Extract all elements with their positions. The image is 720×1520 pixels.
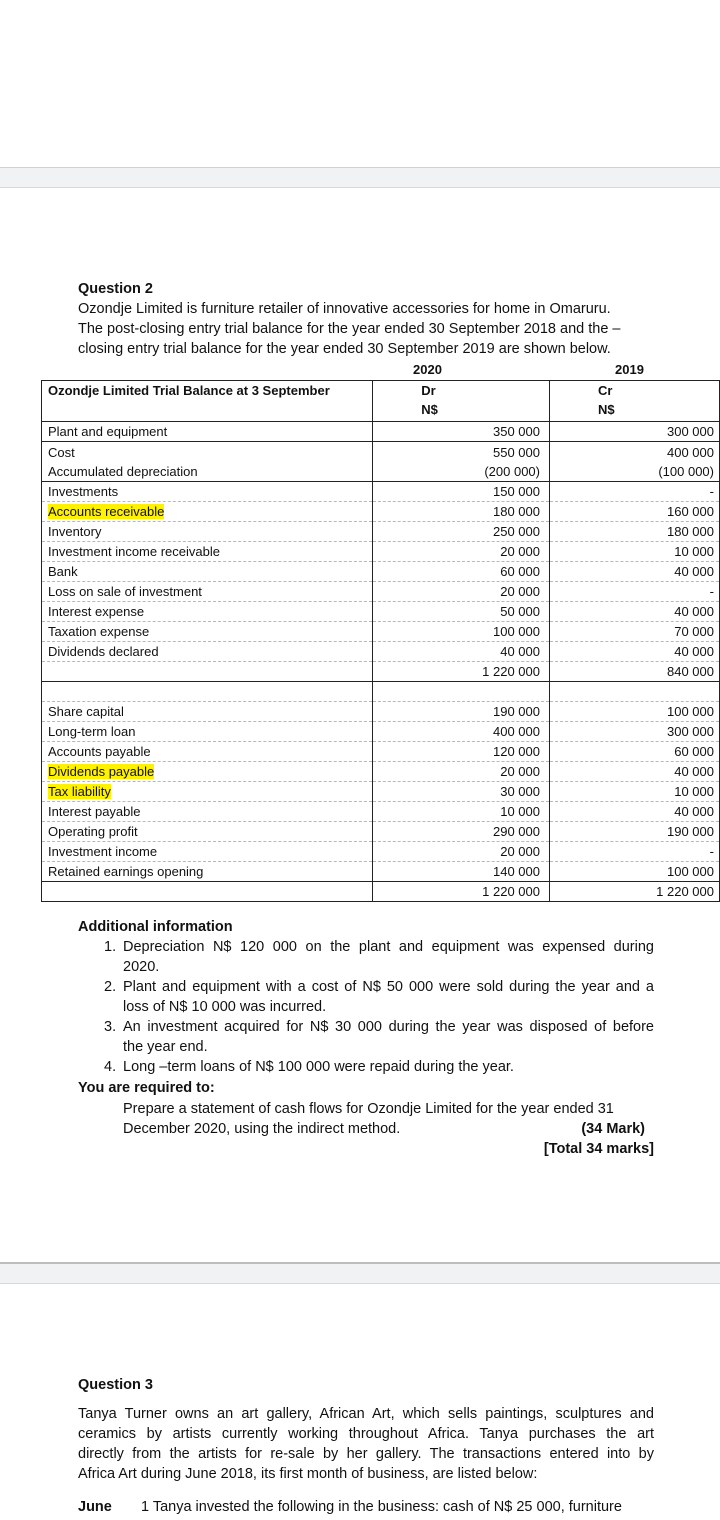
dr-value [373,822,550,842]
row-label [42,782,373,802]
dr-value-text: 350 000 [493,424,540,439]
dr-value [373,802,550,822]
dr-value-text: 50 000 [500,604,540,619]
cr-value [550,862,720,882]
dr-value [373,622,550,642]
dr-value [373,662,550,682]
dr-value-text: 20 000 [500,544,540,559]
dr-label: Dr [421,383,436,398]
table-row [42,702,720,722]
cr-value [550,742,720,762]
list-item: Depreciation N$ 120 000 on the plant and equipment was expensed during [123,939,654,955]
table-row [42,682,720,702]
cr-value-text: 160 000 [667,504,714,519]
table-row [42,542,720,562]
row-label [42,642,373,662]
dr-value-text: 290 000 [493,824,540,839]
cr-value-text: 180 000 [667,524,714,539]
dr-value-text: 30 000 [500,784,540,799]
dr-value [373,562,550,582]
q3-entry: 1 Tanya invested the following in the business: cash of N$ 25 000, furniture [141,1499,622,1515]
dr-value-text: 60 000 [500,564,540,579]
table-row [42,642,720,662]
dr-value-text: 20 000 [500,844,540,859]
row-label [42,442,373,482]
table-title: Ozondje Limited Trial Balance at 3 September [42,381,373,422]
cr-value [550,662,720,682]
row-label-text: Accumulated depreciation [48,463,198,479]
row-label [42,562,373,582]
question-2-title: Question 2 [78,281,153,297]
table-row [42,522,720,542]
cr-value-text: 190 000 [667,824,714,839]
page-separator [0,167,720,188]
dr-value-text: 40 000 [500,644,540,659]
dr-value-text: 20 000 [500,764,540,779]
list-number: 2. [104,979,117,995]
table-row [42,782,720,802]
intro-line: The post-closing entry trial balance for the year ended 30 September 2018 and the – [78,321,621,337]
table-row [42,622,720,642]
cr-value-text: 1 220 000 [656,884,714,899]
currency-label: N$ [598,402,615,417]
row-label-text: Bank [48,564,78,579]
row-label-text: Loss on sale of investment [48,584,202,599]
cr-value [550,722,720,742]
row-label-text: Inventory [48,524,102,539]
row-label [42,862,373,882]
dr-value-text: 250 000 [493,524,540,539]
cr-value-text: 300 000 [667,724,714,739]
row-label [42,482,373,502]
cr-value-text: 840 000 [667,664,714,679]
required-title: You are required to: [78,1080,215,1096]
list-number: 1. [104,939,117,955]
list-number: 3. [104,1019,117,1035]
list-item: Plant and equipment with a cost of N$ 50 000 were sold during the year and a [123,979,654,995]
page-separator [0,1262,720,1284]
dr-value-text: 1 220 000 [482,884,540,899]
cr-value [550,822,720,842]
cr-value [550,422,720,442]
required-line: Prepare a statement of cash flows for Ozondje Limited for the year ended 31 [123,1101,614,1117]
row-label-text: Investment income receivable [48,544,220,559]
table-row [42,762,720,782]
list-number: 4. [104,1059,117,1075]
intro-line: closing entry trial balance for the year ended 30 September 2019 are shown below. [78,341,611,357]
dr-value [373,722,550,742]
dr-value [373,842,550,862]
dr-value-text: 20 000 [500,584,540,599]
table-row [42,662,720,682]
q3-para-line: Africa Art during June 2018, its first month of business, are listed below: [78,1466,538,1482]
row-label-text: Operating profit [48,824,138,839]
cr-value [550,622,720,642]
dr-value [373,762,550,782]
row-label [42,662,373,682]
dr-value [373,602,550,622]
cr-value [550,642,720,662]
cr-value-text: 400 000 [667,444,714,460]
row-label-text: Accounts receivable [48,504,165,519]
cr-label: Cr [598,383,613,398]
list-item-cont: the year end. [123,1039,208,1055]
cr-value [550,762,720,782]
cr-value-text: 100 000 [667,864,714,879]
dr-header [373,381,550,422]
table-row [42,802,720,822]
cr-value-text: 10 000 [674,544,714,559]
dr-value [373,582,550,602]
row-label [42,502,373,522]
dr-value-text: 10 000 [500,804,540,819]
cr-value-text: 100 000 [667,704,714,719]
dr-value [373,882,550,902]
row-label-text: Cost [48,444,75,460]
cr-value [550,562,720,582]
row-label [42,622,373,642]
cr-value [550,522,720,542]
cr-header [550,381,720,422]
intro-line: Ozondje Limited is furniture retailer of innovative accessories for home in Omaruru. [78,301,611,317]
dr-value [373,522,550,542]
year-2020: 2020 [413,362,442,377]
table-row [42,482,720,502]
cr-value-text: - [709,484,714,499]
row-label [42,822,373,842]
row-label-text: Retained earnings opening [48,864,204,879]
list-item-cont: loss of N$ 10 000 was incurred. [123,999,327,1015]
total-marks: [Total 34 marks] [543,1141,654,1157]
row-label-text: Taxation expense [48,624,150,639]
cr-value-text: 10 000 [674,784,714,799]
row-label [42,522,373,542]
table-row [42,822,720,842]
additional-info-title: Additional information [78,919,233,935]
cr-value [550,842,720,862]
table-row [42,562,720,582]
cr-value-text: 300 000 [667,424,714,439]
cr-value-text: 60 000 [674,744,714,759]
row-label [42,722,373,742]
dr-value [373,682,550,702]
row-label [42,602,373,622]
list-item: Long –term loans of N$ 100 000 were repaid during the year. [123,1059,514,1075]
dr-value-text: 180 000 [493,504,540,519]
list-item: An investment acquired for N$ 30 000 during the year was disposed of before [123,1019,654,1035]
trial-balance-table [41,380,720,902]
year-2019: 2019 [615,362,644,377]
row-label-text: Dividends payable [48,764,155,779]
dr-value-text: 550 000 [493,444,540,460]
row-label-text: Plant and equipment [48,424,168,439]
cr-value-text: 40 000 [674,644,714,659]
cr-value-text: (100 000) [658,463,714,479]
dr-value-text: (200 000) [484,463,540,479]
row-label-text: Investment income [48,844,158,859]
row-label-text: Interest payable [48,804,141,819]
row-label [42,842,373,862]
dr-value [373,442,550,482]
currency-label: N$ [421,402,438,417]
cr-value [550,482,720,502]
cr-value [550,502,720,522]
cr-value [550,782,720,802]
table-row [42,602,720,622]
cr-value-text: - [709,844,714,859]
row-label-text: Share capital [48,704,124,719]
row-label [42,802,373,822]
cr-value [550,542,720,562]
row-label [42,702,373,722]
cr-value [550,682,720,702]
dr-value-text: 100 000 [493,624,540,639]
row-label-text: Long-term loan [48,724,136,739]
marks: (34 Mark) [581,1121,645,1137]
dr-value-text: 190 000 [493,704,540,719]
row-label-text: Dividends declared [48,644,159,659]
list-item-cont: 2020. [123,959,160,975]
table-row [42,502,720,522]
cr-value-text: 40 000 [674,764,714,779]
dr-value [373,642,550,662]
dr-value-text: 150 000 [493,484,540,499]
row-label [42,742,373,762]
row-label [42,542,373,562]
q3-month: June [78,1499,112,1515]
table-row [42,742,720,762]
dr-value-text: 400 000 [493,724,540,739]
dr-value-text: 120 000 [493,744,540,759]
cr-value-text: 40 000 [674,804,714,819]
row-label [42,422,373,442]
dr-value [373,702,550,722]
cr-value [550,602,720,622]
row-label-text: Accounts payable [48,744,151,759]
table-row [42,442,720,482]
cr-value-text: - [709,584,714,599]
row-label-text: Interest expense [48,604,145,619]
cr-value-text: 70 000 [674,624,714,639]
q3-para-line: directly from the artists for re-sale by her gallery. The transactions entered into by [78,1446,654,1462]
dr-value [373,502,550,522]
cr-value [550,882,720,902]
row-label-text: Investments [48,484,119,499]
table-row [42,842,720,862]
q3-para-line: Tanya Turner owns an art gallery, African Art, which sells paintings, sculptures and [78,1406,654,1422]
table-row [42,422,720,442]
dr-value [373,422,550,442]
cr-value [550,702,720,722]
required-line: December 2020, using the indirect method. [123,1121,401,1137]
cr-value [550,442,720,482]
table-row [42,722,720,742]
row-label [42,682,373,702]
dr-value [373,782,550,802]
cr-value-text: 40 000 [674,564,714,579]
table-row [42,882,720,902]
row-label [42,882,373,902]
dr-value [373,542,550,562]
table-row [42,862,720,882]
dr-value-text: 140 000 [493,864,540,879]
cr-value [550,802,720,822]
cr-value-text: 40 000 [674,604,714,619]
question-3-title: Question 3 [78,1377,153,1393]
q3-para-line: ceramics by artists currently working throughout Africa. Tanya purchases the art [78,1426,654,1442]
cr-value [550,582,720,602]
dr-value [373,742,550,762]
dr-value [373,482,550,502]
row-label [42,762,373,782]
table-header [42,381,720,422]
table-row [42,582,720,602]
dr-value [373,862,550,882]
row-label [42,582,373,602]
dr-value-text: 1 220 000 [482,664,540,679]
row-label-text: Tax liability [48,784,111,799]
